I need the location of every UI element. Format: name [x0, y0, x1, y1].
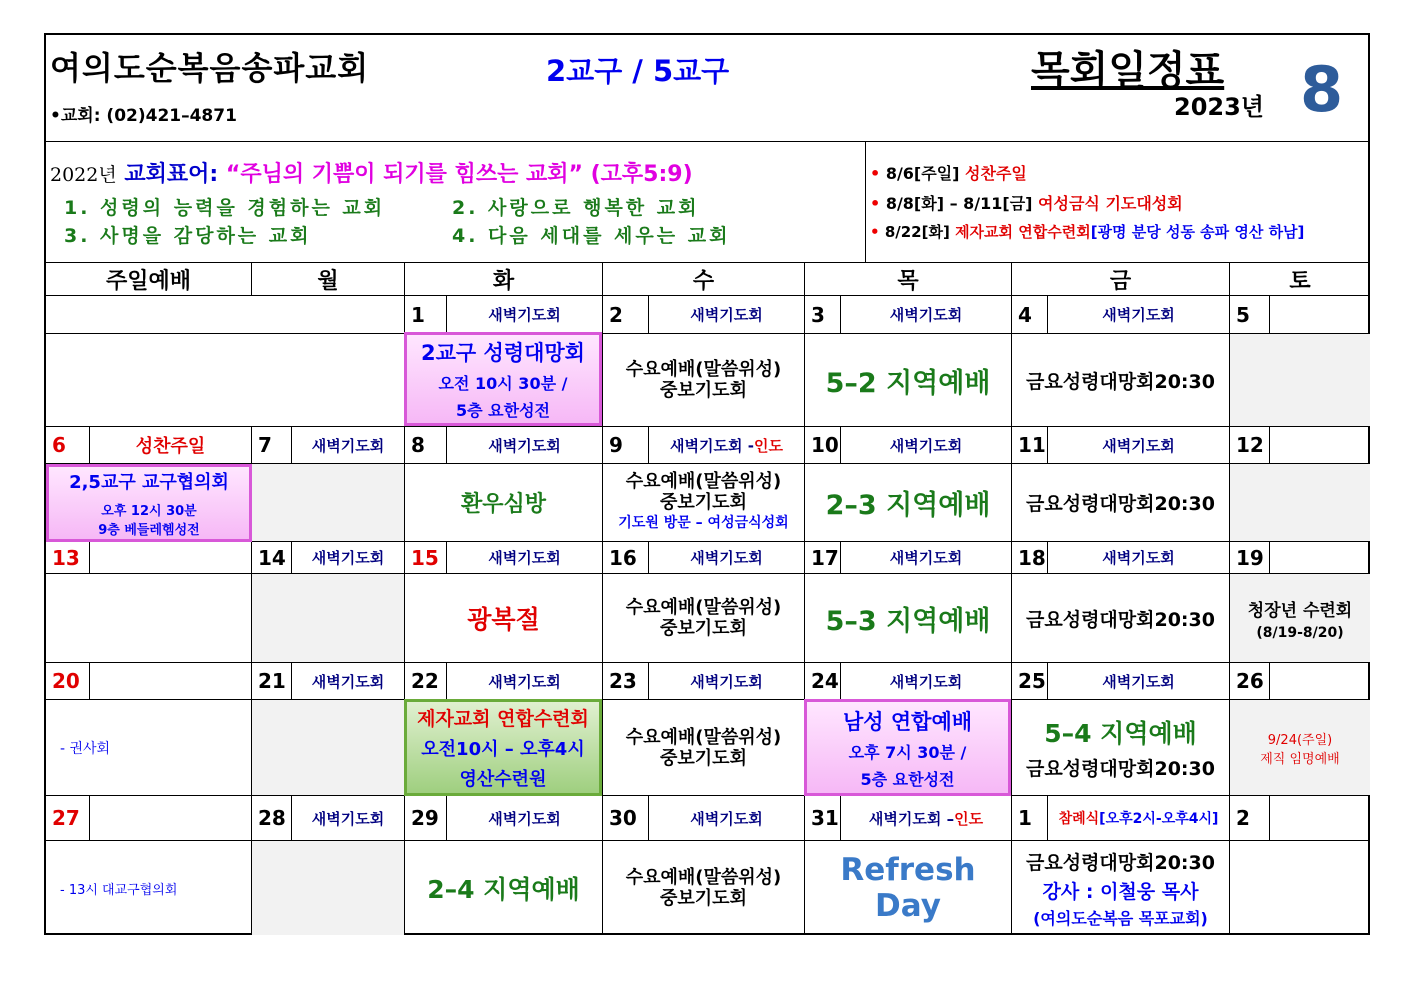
liberation-day: 광복절	[405, 574, 603, 663]
empty-cell	[1270, 296, 1370, 334]
empty-cell	[90, 542, 252, 574]
intercession-prayer: 중보기도회	[660, 492, 747, 513]
event-2-date: 8/8[화] – 8/11[금]	[885, 194, 1033, 213]
date-number: 9	[603, 427, 649, 464]
event-3-note: [광명 분당 성동 송파 영산 하남]	[1090, 223, 1305, 241]
date-number: 12	[1230, 427, 1270, 464]
event-1-date: 8/6[주일]	[885, 164, 960, 183]
empty-cell	[90, 663, 252, 700]
dawn-prayer: 새벽기도회	[292, 542, 405, 574]
regional-service: 5–3 지역예배	[805, 574, 1012, 663]
date-number: 26	[1230, 663, 1270, 700]
regional-service: 2–3 지역예배	[805, 464, 1012, 542]
friday-revival: 금요성령대망회20:30	[1012, 334, 1230, 427]
friday-revival: 금요성령대망회20:30	[1012, 574, 1230, 663]
schedule-month: 8	[1300, 53, 1344, 126]
box-title: 2교구 성령대망회	[421, 341, 585, 365]
date-number: 29	[405, 796, 447, 841]
district-label: 2교구 / 5교구	[546, 54, 730, 88]
events-panel	[866, 141, 1370, 263]
memorial-service	[1048, 796, 1230, 841]
dawn-label: 새벽기도회 –	[868, 809, 955, 828]
joint-retreat-box	[404, 699, 602, 796]
empty-cell	[1230, 464, 1370, 542]
event-2	[870, 191, 1183, 214]
officer-service-date: 9/24(주일)	[1267, 732, 1333, 748]
officer-service-cell	[1230, 700, 1370, 796]
regional-service: 2–4 지역예배	[405, 841, 603, 935]
date-number: 14	[252, 542, 292, 574]
box-title: 제자교회 연합수련회	[417, 708, 589, 730]
prayer-mountain-visit: 기도원 방문 – 여성금식성회	[618, 515, 789, 531]
date-number: 18	[1012, 542, 1048, 574]
friday-revival: 금요성령대망회20:30	[1012, 464, 1230, 542]
day-header-sun: 주일예배	[46, 263, 252, 296]
communion-sunday: 성찬주일	[90, 427, 252, 464]
schedule-year: 2023년	[1174, 93, 1264, 121]
day-header-wed: 수	[603, 263, 805, 296]
box-place: 9층 베들레헴성전	[98, 523, 200, 538]
district-council-box	[46, 464, 252, 542]
empty-cell	[252, 841, 405, 935]
dawn-prayer: 새벽기도회	[1048, 296, 1230, 334]
goal-3: 3. 사명을 감당하는 교회	[64, 225, 312, 247]
wed-service: 수요예배(말씀위성)	[625, 597, 782, 618]
schedule-title: 목회일정표	[1031, 48, 1225, 94]
dawn-prayer: 새벽기도회	[1048, 427, 1230, 464]
guest-speaker: 강사 : 이철웅 목사	[1042, 880, 1199, 903]
date-number: 17	[805, 542, 841, 574]
day-header-thu: 목	[805, 263, 1012, 296]
day-header-mon: 월	[252, 263, 405, 296]
patient-visit: 환우심방	[405, 464, 603, 542]
dawn-prayer: 새벽기도회	[447, 296, 603, 334]
date-number: 8	[405, 427, 447, 464]
dawn-prayer: 새벽기도회	[292, 427, 405, 464]
bullet-icon: •	[870, 223, 880, 241]
dawn-prayer-lead	[649, 427, 805, 464]
date-number: 7	[252, 427, 292, 464]
dawn-prayer: 새벽기도회	[1048, 663, 1230, 700]
motto-year: 2022년	[50, 164, 117, 186]
friday-revival: 금요성령대망회20:30	[1026, 758, 1215, 780]
wed-service-cell	[603, 574, 805, 663]
date-number: 5	[1230, 296, 1270, 334]
goal-2: 2. 사랑으로 행복한 교회	[452, 197, 700, 219]
wed-service: 수요예배(말씀위성)	[625, 726, 782, 748]
officer-service: 제직 임명예배	[1260, 751, 1340, 767]
date-number: 19	[1230, 542, 1270, 574]
wed-service: 수요예배(말씀위성)	[625, 359, 782, 380]
schedule-frame	[44, 33, 1370, 935]
date-number: 28	[252, 796, 292, 841]
empty-cell	[252, 574, 405, 663]
motto-label: 교회표어:	[124, 162, 219, 187]
empty-cell	[1230, 841, 1370, 935]
motto-line	[50, 157, 693, 188]
dawn-prayer: 새벽기도회	[447, 796, 603, 841]
box-place: 영산수련원	[459, 769, 547, 790]
box-place: 5층 요한성전	[860, 769, 955, 789]
bullet-icon: •	[870, 194, 881, 213]
empty-cell	[46, 296, 405, 334]
date-number: 31	[805, 796, 841, 841]
box-time: 오전 10시 30분 /	[438, 374, 568, 393]
event-2-text: 여성금식 기도대성회	[1038, 194, 1183, 213]
day-header-tue: 화	[405, 263, 603, 296]
dawn-prayer: 새벽기도회	[649, 542, 805, 574]
dawn-prayer: 새벽기도회	[447, 427, 603, 464]
event-1-text: 성찬주일	[965, 164, 1027, 183]
box-time: 오전10시 – 오후4시	[421, 739, 585, 760]
intercession-prayer: 중보기도회	[660, 888, 747, 909]
date-number: 1	[1012, 796, 1048, 841]
date-number: 21	[252, 663, 292, 700]
goal-1: 1. 성령의 능력을 경험하는 교회	[64, 197, 386, 219]
date-number: 4	[1012, 296, 1048, 334]
date-number: 6	[46, 427, 90, 464]
date-number: 23	[603, 663, 649, 700]
dawn-prayer: 새벽기도회	[841, 427, 1012, 464]
date-number: 25	[1012, 663, 1048, 700]
empty-cell	[1270, 796, 1370, 841]
empty-cell	[90, 796, 252, 841]
date-number: 20	[46, 663, 90, 700]
event-3-date: 8/22[화]	[884, 223, 950, 241]
church-phone: •교회: (02)421–4871	[50, 106, 237, 126]
event-3	[870, 221, 1304, 242]
intercession-prayer: 중보기도회	[660, 618, 747, 639]
lead-label: 인도	[753, 436, 783, 455]
dawn-prayer: 새벽기도회	[649, 796, 805, 841]
day-header-fri: 금	[1012, 263, 1230, 296]
date-number: 22	[405, 663, 447, 700]
dawn-prayer-lead	[841, 796, 1012, 841]
lead-label: 인도	[954, 809, 984, 828]
date-number: 2	[1230, 796, 1270, 841]
empty-cell	[46, 334, 405, 427]
event-3-text: 제자교회 연합수련회	[955, 223, 1091, 241]
date-number: 13	[46, 542, 90, 574]
date-number: 24	[805, 663, 841, 700]
empty-cell	[1230, 334, 1370, 427]
date-number: 10	[805, 427, 841, 464]
empty-cell	[1270, 663, 1370, 700]
date-number: 11	[1012, 427, 1048, 464]
day-header-sat: 토	[1230, 263, 1370, 296]
date-number: 1	[405, 296, 447, 334]
box-title: 남성 연합예배	[842, 709, 973, 734]
header	[46, 35, 1370, 142]
refresh-day: Refresh Day	[805, 841, 1012, 935]
dawn-prayer: 새벽기도회	[841, 542, 1012, 574]
youth-retreat-cell	[1230, 574, 1370, 663]
mens-service-box	[804, 699, 1011, 796]
dawn-prayer: 새벽기도회	[292, 796, 405, 841]
speaker-church: (여의도순복음 목포교회)	[1033, 908, 1208, 928]
box-place: 5층 요한성전	[456, 401, 550, 420]
goal-4: 4. 다음 세대를 세우는 교회	[452, 225, 731, 247]
event-1	[870, 161, 1027, 184]
date-number: 3	[805, 296, 841, 334]
friday-cell	[1012, 841, 1230, 935]
bullet-icon: •	[870, 164, 881, 183]
dawn-prayer: 새벽기도회	[447, 542, 603, 574]
date-number: 30	[603, 796, 649, 841]
empty-cell	[252, 700, 405, 796]
memorial-label: 참례식	[1058, 811, 1100, 827]
wed-service-cell	[603, 841, 805, 935]
friday-revival: 금요성령대망회20:30	[1026, 851, 1215, 874]
intercession-prayer: 중보기도회	[660, 747, 747, 769]
empty-cell	[252, 464, 405, 542]
regional-service: 5–2 지역예배	[805, 334, 1012, 427]
date-number: 2	[603, 296, 649, 334]
district-2-revival-box	[404, 332, 602, 426]
dawn-prayer: 새벽기도회	[447, 663, 603, 700]
deaconess-meeting: - 권사회	[46, 700, 252, 796]
dawn-prayer: 새벽기도회	[1048, 542, 1230, 574]
dawn-prayer: 새벽기도회	[292, 663, 405, 700]
empty-cell	[1270, 542, 1370, 574]
empty-cell	[1270, 427, 1370, 464]
dawn-prayer: 새벽기도회	[841, 663, 1012, 700]
dawn-label: 새벽기도회 -	[670, 436, 754, 455]
dawn-prayer: 새벽기도회	[841, 296, 1012, 334]
wed-service-cell	[603, 700, 805, 796]
dawn-prayer: 새벽기도회	[649, 663, 805, 700]
wed-service: 수요예배(말씀위성)	[625, 867, 782, 888]
wed-service: 수요예배(말씀위성)	[625, 471, 782, 492]
motto-text: “주님의 기쁨이 되기를 힘쓰는 교회” (고후5:9)	[225, 162, 693, 187]
dawn-prayer: 새벽기도회	[649, 296, 805, 334]
box-time: 오후 12시 30분	[101, 504, 197, 519]
youth-retreat: 청장년 수련회	[1247, 600, 1353, 621]
date-number: 27	[46, 796, 90, 841]
district-meeting: - 13시 대교구협의회	[46, 841, 252, 935]
date-number: 15	[405, 542, 447, 574]
box-time: 오후 7시 30분 /	[848, 742, 967, 762]
date-number: 16	[603, 542, 649, 574]
wed-service-cell	[603, 464, 805, 542]
youth-retreat-dates: (8/19-8/20)	[1256, 624, 1344, 641]
wed-service-cell	[603, 334, 805, 427]
memorial-time: [오후2시-오후4시]	[1099, 811, 1219, 827]
regional-service: 5–4 지역예배	[1044, 719, 1197, 748]
friday-cell	[1012, 700, 1230, 796]
empty-cell	[46, 574, 252, 663]
box-title: 2,5교구 교구협의회	[69, 472, 229, 493]
intercession-prayer: 중보기도회	[660, 380, 747, 401]
church-name: 여의도순복음송파교회	[50, 49, 370, 87]
motto-panel	[46, 141, 866, 263]
